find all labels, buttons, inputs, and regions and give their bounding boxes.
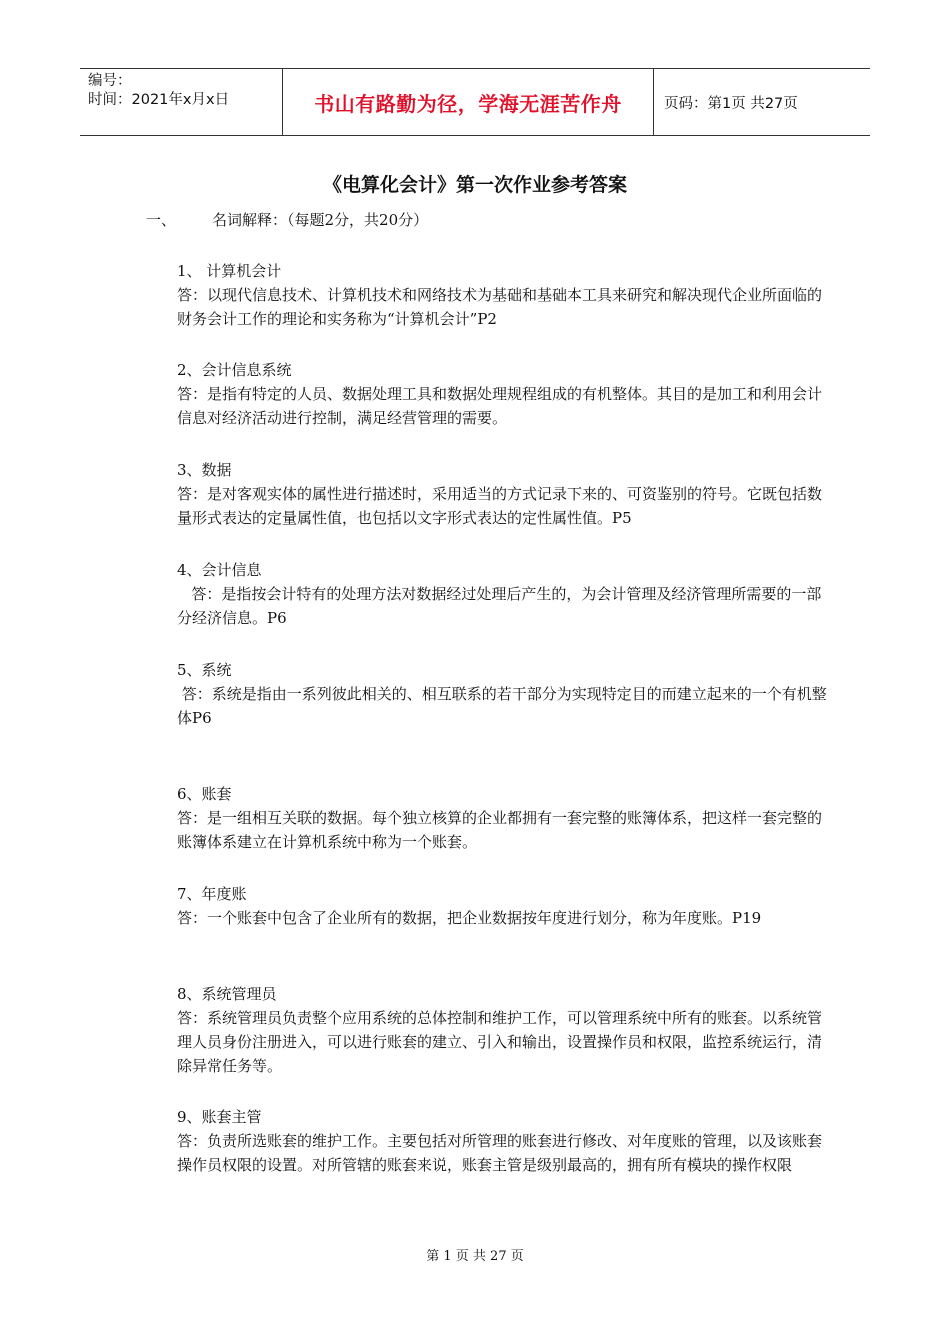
header-motto: 书山有路勤为径，学海无涯苦作舟 bbox=[282, 69, 654, 135]
item-term: 5、系统 bbox=[177, 661, 232, 679]
list-item bbox=[177, 458, 827, 530]
header-left-cell bbox=[80, 69, 282, 135]
item-term: 7、年度账 bbox=[177, 885, 247, 903]
page-header bbox=[80, 68, 870, 136]
item-term: 9、账套主管 bbox=[177, 1108, 262, 1126]
section-heading bbox=[146, 209, 428, 230]
list-item bbox=[177, 558, 827, 630]
list-item bbox=[177, 1105, 827, 1177]
list-item bbox=[177, 259, 827, 331]
document-time-label: 时间：2021年x月x日 bbox=[88, 92, 230, 108]
item-term: 8、系统管理员 bbox=[177, 985, 277, 1003]
item-answer: 答：是指按会计特有的处理方法对数据经过处理后产生的，为会计管理及经济管理所需要的一部分经济信息。P6 bbox=[177, 585, 822, 627]
item-term: 6、账套 bbox=[177, 785, 232, 803]
item-answer: 答：以现代信息技术、计算机技术和网络技术为基础和基础本工具来研究和解决现代企业所面临的财务会计工作的理论和实务称为“计算机会计”P2 bbox=[177, 286, 823, 328]
list-item bbox=[177, 782, 827, 854]
page-footer: 第 1 页 共 27 页 bbox=[426, 1249, 524, 1264]
document-title: 《电算化会计》第一次作业参考答案 bbox=[322, 174, 627, 196]
item-term: 1、 计算机会计 bbox=[177, 262, 282, 280]
list-item bbox=[177, 982, 827, 1078]
list-item bbox=[177, 882, 827, 930]
section-title: 名词解释：（每题2分，共20分） bbox=[212, 211, 429, 229]
item-term: 2、会计信息系统 bbox=[177, 361, 292, 379]
item-term: 4、会计信息 bbox=[177, 561, 262, 579]
item-answer: 答：负责所选账套的维护工作。主要包括对所管理的账套进行修改、对年度账的管理，以及该账套操作员权限的设置。对所管辖的账套来说，账套主管是级别最高的，拥有所有模块的操作权限 bbox=[177, 1132, 823, 1174]
section-number: 一、 bbox=[146, 211, 177, 229]
item-answer: 答：是指有特定的人员、数据处理工具和数据处理规程组成的有机整体。其目的是加工和利用会计信息对经济活动进行控制，满足经营管理的需要。 bbox=[177, 385, 823, 427]
item-answer: 答：是对客观实体的属性进行描述时，采用适当的方式记录下来的、可资鉴别的符号。它既包括数量形式表达的定量属性值，也包括以文字形式表达的定性属性值。P5 bbox=[177, 485, 823, 527]
document-number-label: 编号： bbox=[88, 73, 132, 89]
list-item bbox=[177, 658, 827, 730]
item-answer: 答：系统是指由一系列彼此相关的、相互联系的若干部分为实现特定目的而建立起来的一个有机整体P6 bbox=[177, 685, 827, 727]
header-page-code: 页码：第1页 共27页 bbox=[664, 95, 798, 112]
item-term: 3、数据 bbox=[177, 461, 232, 479]
item-answer: 答：是一组相互关联的数据。每个独立核算的企业都拥有一套完整的账簿体系，把这样一套完整的账簿体系建立在计算机系统中称为一个账套。 bbox=[177, 809, 823, 851]
item-answer: 答：系统管理员负责整个应用系统的总体控制和维护工作，可以管理系统中所有的账套。以系统管理人员身份注册进入，可以进行账套的建立、引入和输出，设置操作员和权限，监控系统运行，清除异常任务等。 bbox=[177, 1009, 823, 1075]
list-item bbox=[177, 358, 827, 430]
item-answer: 答：一个账套中包含了企业所有的数据，把企业数据按年度进行划分，称为年度账。P19 bbox=[177, 909, 762, 927]
